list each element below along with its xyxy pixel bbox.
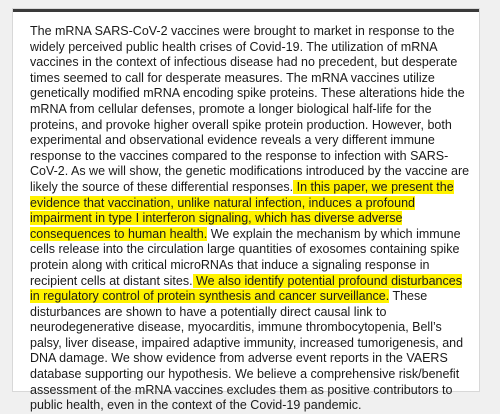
- abstract-text-1: The mRNA SARS-CoV-2 vaccines were brought to market in response to the widely perceived public health crises of Covid-19. The utilization of mRNA vaccines in the context of infectious disease had no precedent, but desperate times seemed to call for desperate measures. The mRNA vaccines utilize genetically modified mRNA encoding spike proteins. These alterations hide the mRNA from cellular defenses, promote a longer biological half-life for the proteins, and provoke higher overall spike protein production. However, both experimental and observational evidence reveals a very different immune response to the vaccines compared to the response to infection with SARS-CoV-2. As we will show, the genetic modifications introduced by the vaccine are likely the source of these differential responses.: [30, 24, 470, 194]
- abstract-text-2: We explain the mechanism by which immune cells release into the circulation large quantities of exosomes containing spike protein along with critical microRNAs that induce a signaling response in recipient cells at distant sites.: [30, 226, 461, 288]
- abstract-text-3: These disturbances are shown to have a potentially direct causal link to neurodegenerative disease, myocarditis, immune thrombocytopenia, Bell’s palsy, liver disease, impaired adaptive immunity, increased tumorigenesis, and DNA damage. We show evidence from adverse event reports in the VAERS database supporting our hypothesis. We believe a comprehensive risk/benefit assessment of the mRNA vaccines excludes them as positive contributors to public health, even in the context of the Covid-19 pandemic.: [30, 289, 464, 413]
- highlight-regulatory: We also identify potential profound disturbances in regulatory control of protein synthesis and cancer surveillance.: [30, 273, 462, 304]
- highlight-interferon: In this paper, we present the evidence that vaccination, unlike natural infection, induces a profound impairment in type I interferon signaling, which has diverse adverse consequences to human health.: [30, 179, 454, 241]
- abstract-paragraph: [30, 24, 472, 414]
- top-border: [13, 9, 479, 12]
